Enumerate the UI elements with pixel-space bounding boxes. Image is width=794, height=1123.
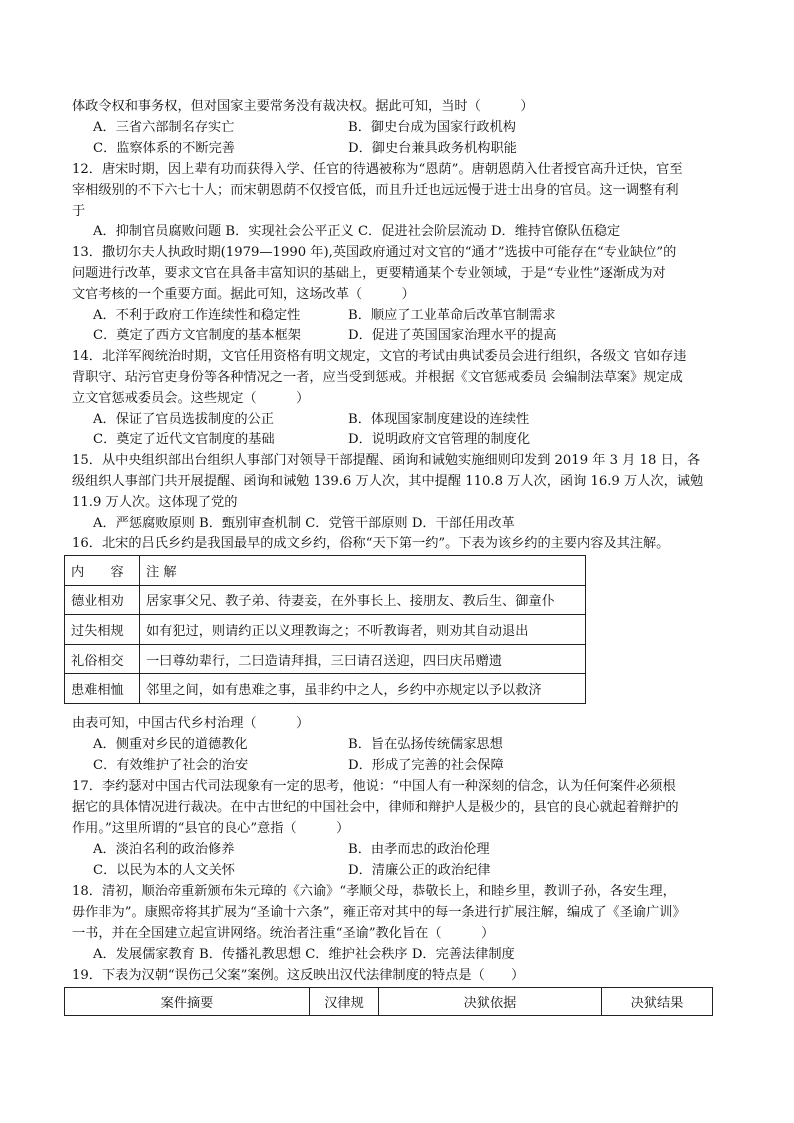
table-row (65, 615, 586, 645)
q19-table (64, 987, 713, 1016)
q15-options[interactable]: A．严惩腐败原则 B．甄别审查机制 C．党管干部原则 D．干部任用改革 (93, 516, 515, 531)
q14-stem-line-2: 背职守、玷污官吏身份等各种情况之一者，应当受到惩戒。并根据《文官惩戒委员 会编制法草案》规定成 (72, 370, 683, 385)
q11-stem-line: 体政令权和事务权，但对国家主要常务没有裁决权。据此可知，当时（ ） (72, 99, 534, 114)
q15-stem-line-1: 15．从中央组织部出台组织人事部门对领导干部提醒、函询和诫勉实施细则印发到 2019 年 3 月 18 日，各 (72, 453, 701, 468)
table-cell: 邻里之间，如有患难之事，虽非约中之人，乡约中亦规定以予以救济 (140, 674, 586, 704)
table-row (65, 585, 586, 615)
q18-stem-line-3: 一书，并在全国建立起宣讲网络。统治者注重“圣谕”教化旨在（ ） (72, 926, 495, 941)
table-row (65, 644, 586, 674)
table-row (65, 674, 586, 704)
q14-option-b[interactable]: B．体现国家制度建设的连续性 (348, 412, 530, 427)
table-cell: 过失相规 (65, 615, 140, 645)
table-header-cell: 内 容 (65, 556, 140, 586)
table-cell: 患难相恤 (65, 674, 140, 704)
table-header-cell: 案件摘要 (65, 988, 310, 1016)
q18-options[interactable]: A．发展儒家教育 B．传播礼教思想 C．维护社会秩序 D．完善法律制度 (93, 947, 515, 962)
q16-after-table: 由表可知，中国古代乡村治理（ ） (72, 716, 310, 731)
table-header-cell: 注 解 (140, 556, 586, 586)
q17-stem-line-1: 17．李约瑟对中国古代司法现象有一定的思考，他说：“中国人有一种深刻的信念，认为任何案件必须根 (72, 779, 676, 794)
q15-stem-line-2: 级组织人事部门共开展提醒、函询和诫勉 139.6 万人次，其中提醒 110.8 万人次，函询 16.9 万人次，诫勉 (72, 474, 704, 489)
table-cell: 如有犯过，则请约正以义理教诲之；不听教诲者，则劝其自动退出 (140, 615, 586, 645)
q13-stem-line-1: 13．撒切尔夫人执政时期(1979—1990 年),英国政府通过对文官的“通才”选拔中可能存在“专业缺位”的 (72, 245, 677, 260)
q14-option-c[interactable]: C．奠定了近代文官制度的基础 (93, 432, 275, 447)
q17-option-a[interactable]: A．淡泊名利的政治修养 (93, 842, 235, 857)
q17-option-b[interactable]: B．由孝而忠的政治伦理 (348, 842, 490, 857)
table-cell: 礼俗相交 (65, 644, 140, 674)
q12-options[interactable]: A．抑制官员腐败问题 B．实现社会公平正义 C．促进社会阶层流动 D．维持官僚队伍稳定 (93, 224, 621, 239)
table-header-cell: 汉律规 (310, 988, 379, 1016)
q13-option-b[interactable]: B．顺应了工业革命后改革官制需求 (348, 308, 556, 323)
q12-stem-line-3: 于 (72, 204, 86, 219)
q19-stem-line: 19．下表为汉朝“误伤己父案”案例。这反映出汉代法律制度的特点是（ ） (72, 968, 525, 983)
q18-stem-line-2: 毋作非为”。康熙帝将其扩展为“圣谕十六条”，雍正帝对其中的每一条进行扩展注解，编成了《圣谕广训》 (72, 905, 686, 920)
q13-option-a[interactable]: A．不利于政府工作连续性和稳定性 (93, 308, 301, 323)
q12-stem-line-2: 宰相级别的不下六七十人；而宋朝恩荫不仅授官低，而且升迁也远远慢于进士出身的官员。这一调整有利 (72, 183, 679, 198)
q13-option-d[interactable]: D．促进了英国国家治理水平的提高 (348, 328, 557, 343)
table-header-cell: 决狱结果 (602, 988, 713, 1016)
q17-option-d[interactable]: D．清廉公正的政治纪律 (348, 863, 491, 878)
q13-option-c[interactable]: C．奠定了西方文官制度的基本框架 (93, 328, 301, 343)
table-cell: 一曰尊幼辈行，二曰造请拜揖，三曰请召送迎，四曰庆吊赠遗 (140, 644, 586, 674)
q11-option-b[interactable]: B．御史台成为国家行政机构 (348, 120, 516, 135)
q16-option-a[interactable]: A．侧重对乡民的道德教化 (93, 737, 248, 752)
q14-option-d[interactable]: D．说明政府文官管理的制度化 (348, 432, 531, 447)
q12-stem-line-1: 12．唐宋时期，因上辈有功而获得入学、任官的待遇被称为“恩荫”。唐朝恩荫入仕者授官高升迁快，官至 (72, 162, 683, 177)
table-cell: 德业相劝 (65, 585, 140, 615)
table-header-cell: 决狱依据 (379, 988, 602, 1016)
q16-table (64, 555, 586, 704)
q11-option-a[interactable]: A．三省六部制名存实亡 (93, 120, 235, 135)
table-header-row (65, 988, 713, 1016)
q17-stem-line-3: 作用。”这里所谓的“县官的良心”意指（ ） (72, 821, 350, 836)
q14-option-a[interactable]: A．保证了官员选拔制度的公正 (93, 412, 274, 427)
q15-stem-line-3: 11.9 万人次。这体现了党的 (72, 495, 238, 510)
q11-option-c[interactable]: C．监察体系的不断完善 (93, 141, 235, 156)
q11-option-d[interactable]: D．御史台兼具政务机构职能 (348, 141, 517, 156)
table-header-row (65, 556, 586, 586)
table-cell: 居家事父兄、教子弟、待妻妾，在外事长上、接朋友、教后生、御童仆 (140, 585, 586, 615)
q13-stem-line-2: 问题进行改革，要求文官在具备丰富知识的基础上，更要精通某个专业领域，于是“专业性”逐渐成为对 (72, 266, 666, 281)
q17-stem-line-2: 据它的具体情况进行裁决。在中古世纪的中国社会中，律师和辩护人是极少的，县官的良心就起着辩护的 (72, 800, 679, 815)
q14-stem-line-3: 立文官惩戒委员会。这些规定（ ） (72, 391, 310, 406)
q16-option-d[interactable]: D．形成了完善的社会保障 (348, 758, 504, 773)
q16-stem-line: 16．北宋的吕氏乡约是我国最早的成文乡约，俗称“天下第一约”。下表为该乡约的主要内容及其注解。 (72, 536, 670, 551)
q16-option-c[interactable]: C．有效维护了社会的治安 (93, 758, 249, 773)
q16-option-b[interactable]: B．旨在弘扬传统儒家思想 (348, 737, 503, 752)
q18-stem-line-1: 18．清初，顺治帝重新颁布朱元璋的《六谕》“孝顺父母，恭敬长上，和睦乡里，教训子孙，各安生理， (72, 884, 676, 899)
q13-stem-line-3: 文官考核的一个重要方面。据此可知，这场改革（ ） (72, 287, 415, 302)
q14-stem-line-1: 14．北洋军阀统治时期，文官任用资格有明文规定，文官的考试由典试委员会进行组织，各级文 官如存违 (72, 349, 687, 364)
q17-option-c[interactable]: C．以民为本的人文关怀 (93, 863, 235, 878)
